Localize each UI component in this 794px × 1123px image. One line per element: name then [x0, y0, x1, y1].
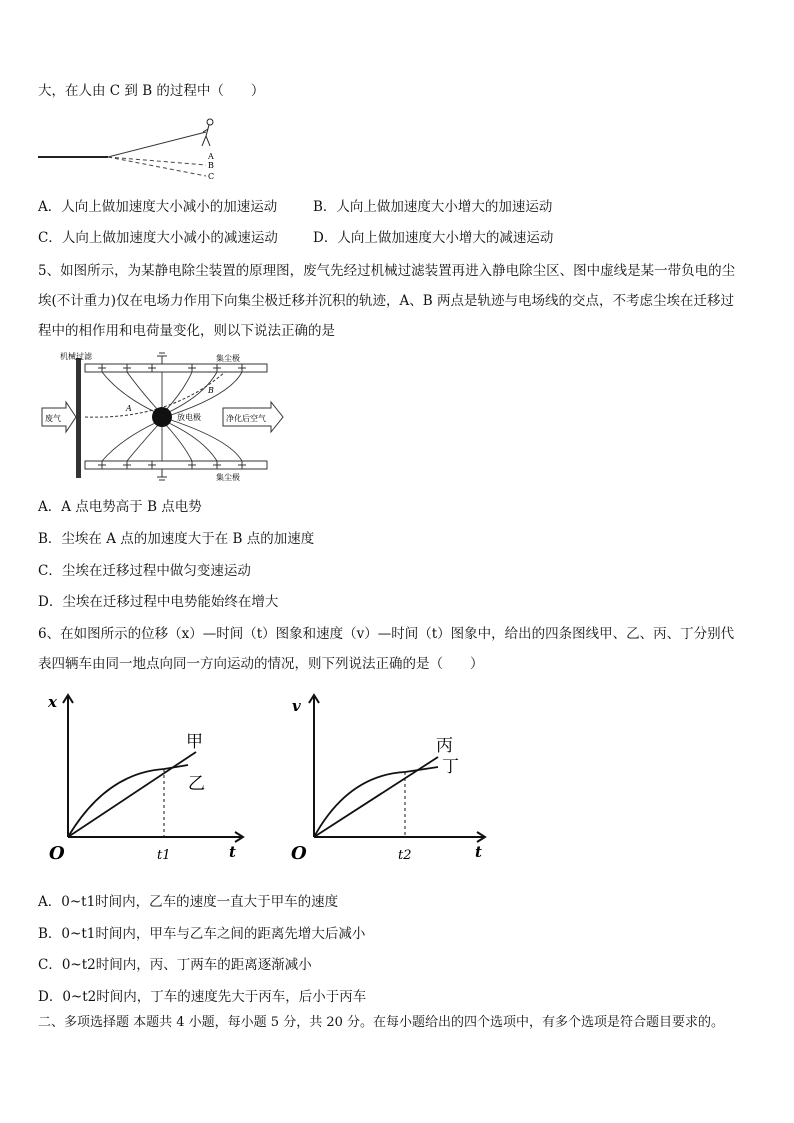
- t1-label: t1: [157, 848, 171, 863]
- x-axis-label: t: [475, 843, 482, 861]
- collector-bottom-label: 集尘极: [216, 473, 240, 482]
- q6-option-a: A．0~t1时间内，乙车的速度一直大于甲车的速度: [38, 894, 339, 910]
- q5-stem-line-3: 程中的相作用和电荷量变化，则以下说法正确的是: [38, 323, 335, 339]
- collector-top-label: 集尘极: [216, 354, 240, 363]
- label-a: A: [208, 152, 214, 161]
- curve-ding: [314, 767, 438, 837]
- q6-stem-line-2: 表四辆车由同一地点向同一方向运动的情况，则下列说法正确的是（ ）: [38, 656, 484, 672]
- label-c: C: [208, 172, 215, 181]
- q6-option-d: D．0~t2时间内，丁车的速度先大于丙车，后小于丙车: [38, 989, 367, 1005]
- filter-label: 机械过滤: [60, 352, 92, 361]
- q4-stem: 大，在人由 C 到 B 的过程中（ ）: [38, 83, 265, 99]
- ding-label: 丁: [442, 757, 459, 777]
- q5-figure: [40, 350, 290, 488]
- q4-option-b: B．人向上做加速度大小增大的加速运动: [313, 199, 553, 215]
- field-lines: [102, 372, 242, 461]
- x-axis-label: t: [229, 843, 236, 861]
- point-a-label: A: [126, 404, 132, 413]
- q5-option-b: B．尘埃在 A 点的加速度大于在 B 点的加速度: [38, 531, 315, 547]
- rope-c: [108, 157, 206, 176]
- q6-stem-line-1: 6、在如图所示的位移（x）—时间（t）图象和速度（v）—时间（t）图象中，给出的四条图线甲、乙、丙、丁分别代: [38, 626, 735, 642]
- origin-label: O: [49, 843, 65, 864]
- ground-symbol-top: [157, 353, 167, 364]
- origin-label: O: [291, 843, 307, 864]
- waste-gas-label: 废气: [45, 414, 61, 423]
- q5-option-c: C．尘埃在迁移过程中做匀变速运动: [38, 563, 251, 579]
- q4-option-a: A．人向上做加速度大小减小的加速运动: [38, 199, 278, 215]
- q5-option-a: A．A 点电势高于 B 点电势: [38, 499, 202, 515]
- q4-option-d: D．人向上做加速度大小增大的减速运动: [313, 230, 554, 246]
- q6-option-c: C．0~t2时间内，丙、丁两车的距离逐渐减小: [38, 957, 312, 973]
- rope-a: [108, 132, 206, 157]
- yi-label: 乙: [188, 774, 205, 794]
- q5-option-d: D．尘埃在迁移过程中电势能始终在增大: [38, 594, 279, 610]
- y-axis-label: v: [292, 697, 301, 715]
- filter-plate: [76, 358, 81, 478]
- q6-graph-vt: [278, 685, 493, 870]
- ground-symbol-bottom: [157, 469, 167, 480]
- q5-stem-line-1: 5、如图所示，为某静电除尘装置的原理图，废气先经过机械过滤装置再进入静电除尘区、图中虚线是某一带负电的尘: [38, 263, 736, 279]
- label-b: B: [208, 161, 214, 170]
- q5-stem-line-2: 埃(不计重力)仅在电场力作用下向集尘极迁移并沉积的轨迹，A、B 两点是轨迹与电场线的交点，不考虑尘埃在迁移过: [38, 293, 734, 309]
- q4-option-c: C．人向上做加速度大小减小的减速运动: [38, 230, 278, 246]
- emitter-electrode: [152, 407, 172, 427]
- curve-jia: [68, 752, 196, 837]
- q4-figure: [38, 112, 228, 184]
- jia-label: 甲: [186, 732, 203, 752]
- q6-option-b: B．0~t1时间内，甲车与乙车之间的距离先增大后减小: [38, 926, 366, 942]
- curve-yi: [68, 765, 188, 837]
- rope-b: [108, 157, 206, 165]
- bing-label: 丙: [436, 736, 453, 756]
- t2-label: t2: [398, 848, 412, 863]
- emitter-label: 放电极: [177, 413, 201, 422]
- section-2-heading: 二、多项选择题 本题共 4 小题，每小题 5 分，共 20 分。在每小题给出的四个选项中，有多个选项是符合题目要求的。: [38, 1015, 725, 1030]
- point-b-label: B: [208, 386, 214, 395]
- clean-air-label: 净化后空气: [226, 414, 266, 423]
- y-axis-label: x: [48, 693, 57, 711]
- q6-graph-xt: [36, 685, 251, 870]
